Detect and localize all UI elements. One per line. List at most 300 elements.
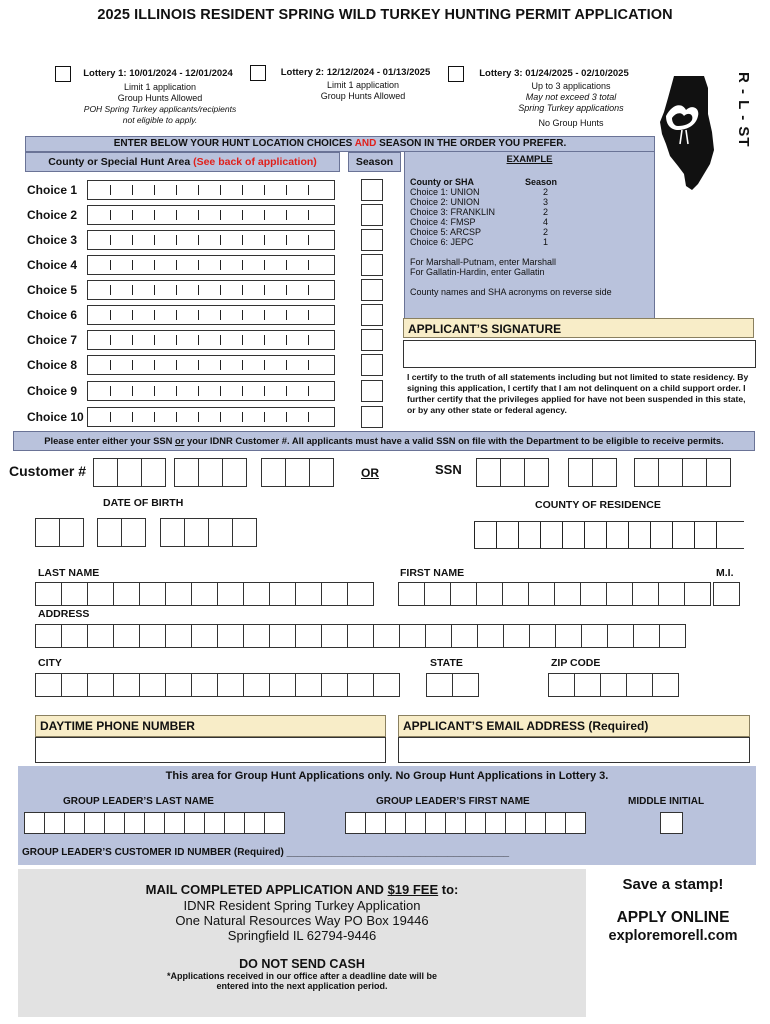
city-cell[interactable]	[87, 673, 114, 697]
choice-season-field[interactable]	[361, 254, 383, 276]
cell-divider	[176, 310, 177, 320]
address-cell[interactable]	[399, 624, 426, 648]
example-row	[410, 237, 650, 247]
cell-divider	[198, 360, 199, 370]
address-cell[interactable]	[581, 624, 608, 648]
cell-divider	[176, 260, 177, 270]
cell-divider	[308, 210, 309, 220]
cell-divider	[242, 310, 243, 320]
cell-divider	[286, 360, 287, 370]
ssn-cell[interactable]	[476, 458, 501, 487]
group-last-name-cell[interactable]	[44, 812, 65, 834]
choice-county-field[interactable]	[87, 205, 335, 225]
last-name-cell[interactable]	[347, 582, 374, 606]
address-cell[interactable]	[165, 624, 192, 648]
mail-section	[18, 869, 586, 1017]
cell-divider	[242, 412, 243, 422]
signature-heading: APPLICANT’S SIGNATURE	[403, 318, 754, 338]
city-cell[interactable]	[295, 673, 322, 697]
address-cell[interactable]	[113, 624, 140, 648]
website-link[interactable]: exploremorell.com	[608, 928, 738, 944]
last-name-cell[interactable]	[35, 582, 62, 606]
cell-divider	[154, 235, 155, 245]
first-name-cell[interactable]	[450, 582, 477, 606]
cell-divider	[308, 310, 309, 320]
city-cell[interactable]	[35, 673, 62, 697]
mail-line3: Springfield IL 62794-9446	[227, 928, 377, 943]
cell-divider	[176, 285, 177, 295]
city-cell[interactable]	[243, 673, 270, 697]
choice-label: Choice 5	[27, 283, 78, 297]
cell-divider	[650, 522, 651, 548]
cell-divider	[132, 386, 133, 396]
cell-divider	[264, 386, 265, 396]
choice-label: Choice 7	[27, 333, 78, 347]
cell-divider	[606, 522, 607, 548]
instructions-part2: SEASON IN THE ORDER YOU PREFER.	[376, 138, 567, 149]
cell-divider	[110, 260, 111, 270]
example-row	[410, 227, 650, 237]
address-cell[interactable]	[425, 624, 452, 648]
group-last-name-cell[interactable]	[224, 812, 245, 834]
choice-season-field[interactable]	[361, 304, 383, 326]
choice-season-field[interactable]	[361, 279, 383, 301]
example-col2: Season	[525, 177, 558, 187]
mail-note1: *Applications received in our office after a deadline date will be	[166, 971, 438, 981]
city-cell[interactable]	[113, 673, 140, 697]
cell-divider	[286, 285, 287, 295]
cell-divider	[198, 210, 199, 220]
form-code: R - L - ST	[735, 72, 752, 148]
choice-label: Choice 10	[27, 410, 84, 424]
first-name-cell[interactable]	[528, 582, 555, 606]
first-name-cell[interactable]	[580, 582, 607, 606]
cell-divider	[132, 360, 133, 370]
choice-label: Choice 1	[27, 183, 78, 197]
group-last-name-cell[interactable]	[24, 812, 45, 834]
first-name-cell[interactable]	[606, 582, 633, 606]
city-cell[interactable]	[139, 673, 166, 697]
signature-field[interactable]	[403, 340, 756, 368]
customer-number-cell[interactable]	[93, 458, 118, 487]
apply-online: APPLY ONLINE	[616, 909, 730, 926]
choice-season-field[interactable]	[361, 354, 383, 376]
cell-divider	[198, 185, 199, 195]
group-first-label: GROUP LEADER’S FIRST NAME	[376, 796, 530, 807]
cell-divider	[242, 360, 243, 370]
group-first-name-cell[interactable]	[385, 812, 406, 834]
illinois-turkey-logo	[656, 74, 718, 192]
cell-divider	[154, 310, 155, 320]
example-county: Choice 1: UNION	[410, 187, 480, 197]
first-name-label: FIRST NAME	[400, 567, 465, 579]
city-cell[interactable]	[321, 673, 348, 697]
mail-head-b: to:	[438, 882, 459, 897]
cell-divider	[220, 360, 221, 370]
example-note1: For Marshall-Putnam, enter Marshall	[410, 257, 557, 267]
group-last-name-cell[interactable]	[244, 812, 265, 834]
county-col-label: County or Special Hunt Area	[48, 156, 194, 168]
address-cell[interactable]	[451, 624, 478, 648]
group-last-name-cell[interactable]	[124, 812, 145, 834]
group-first-name-cell[interactable]	[345, 812, 366, 834]
address-cell[interactable]	[633, 624, 660, 648]
group-last-name-cell[interactable]	[184, 812, 205, 834]
group-note: This area for Group Hunt Applications only. No Group Hunt Applications in Lottery 3.	[165, 770, 609, 782]
cell-divider	[672, 522, 673, 548]
ssn-cell[interactable]	[658, 458, 683, 487]
choice-county-field[interactable]	[87, 180, 335, 200]
dob-cell[interactable]	[121, 518, 146, 547]
cell-divider	[220, 210, 221, 220]
lottery-1-line2: Group Hunts Allowed	[117, 93, 203, 103]
group-first-name-cell[interactable]	[445, 812, 466, 834]
city-cell[interactable]	[217, 673, 244, 697]
group-first-name-cell[interactable]	[465, 812, 486, 834]
address-cell[interactable]	[35, 624, 62, 648]
group-first-name-cell[interactable]	[485, 812, 506, 834]
ssn-cell[interactable]	[524, 458, 549, 487]
first-name-cell[interactable]	[398, 582, 425, 606]
first-name-cell[interactable]	[502, 582, 529, 606]
ssn-note-or: or	[175, 435, 185, 446]
mail-heading	[18, 882, 586, 897]
address-cell[interactable]	[659, 624, 686, 648]
cell-divider	[286, 260, 287, 270]
cell-divider	[176, 335, 177, 345]
cell-divider	[716, 522, 717, 548]
address-cell[interactable]	[87, 624, 114, 648]
lottery-2-info	[268, 67, 443, 78]
cell-divider	[220, 310, 221, 320]
lottery-1-line1: Limit 1 application	[123, 82, 197, 92]
address-cell[interactable]	[607, 624, 634, 648]
group-last-name-cell[interactable]	[204, 812, 225, 834]
address-cell[interactable]	[295, 624, 322, 648]
group-last-name-cell[interactable]	[264, 812, 285, 834]
city-cell[interactable]	[165, 673, 192, 697]
lottery-2-checkbox[interactable]	[250, 65, 266, 81]
cell-divider	[220, 260, 221, 270]
first-name-cell[interactable]	[658, 582, 685, 606]
first-name-cell[interactable]	[684, 582, 711, 606]
last-name-cell[interactable]	[113, 582, 140, 606]
address-cell[interactable]	[373, 624, 400, 648]
county-col-note: (See back of application)	[193, 156, 317, 168]
address-cell[interactable]	[139, 624, 166, 648]
ssn-note-a: Please enter either your SSN	[44, 435, 176, 446]
mail-note2: entered into the next application period.	[216, 981, 388, 991]
last-name-cell[interactable]	[295, 582, 322, 606]
zip-cell[interactable]	[548, 673, 575, 697]
customer-number-cell[interactable]	[174, 458, 199, 487]
cell-divider	[154, 285, 155, 295]
state-cell[interactable]	[452, 673, 479, 697]
cell-divider	[286, 386, 287, 396]
cell-divider	[584, 522, 585, 548]
mi-label: M.I.	[716, 567, 734, 579]
group-first-name-cell[interactable]	[525, 812, 546, 834]
cell-divider	[264, 412, 265, 422]
cell-divider	[286, 210, 287, 220]
cell-divider	[220, 185, 221, 195]
group-last-name-cell[interactable]	[104, 812, 125, 834]
mail-line1: IDNR Resident Spring Turkey Application	[183, 898, 421, 913]
group-first-name-cell[interactable]	[365, 812, 386, 834]
zip-label: ZIP CODE	[551, 657, 601, 669]
cell-divider	[110, 360, 111, 370]
city-cell[interactable]	[61, 673, 88, 697]
customer-number-cell[interactable]	[198, 458, 223, 487]
ssn-note	[13, 431, 755, 451]
lottery-3-notes	[486, 81, 656, 129]
address-cell[interactable]	[217, 624, 244, 648]
city-cell[interactable]	[347, 673, 374, 697]
cell-divider	[264, 285, 265, 295]
ssn-cell[interactable]	[592, 458, 617, 487]
last-name-cell[interactable]	[139, 582, 166, 606]
group-custid-label: GROUP LEADER’S CUSTOMER ID NUMBER (Required) ________________________________________	[22, 847, 510, 858]
cell-divider	[132, 260, 133, 270]
choice-county-field[interactable]	[87, 255, 335, 275]
address-cell[interactable]	[269, 624, 296, 648]
ssn-cell[interactable]	[634, 458, 659, 487]
cell-divider	[176, 412, 177, 422]
customer-number-cell[interactable]	[141, 458, 166, 487]
choice-county-field[interactable]	[87, 305, 335, 325]
last-name-cell[interactable]	[87, 582, 114, 606]
customer-number-cell[interactable]	[285, 458, 310, 487]
last-name-cell[interactable]	[165, 582, 192, 606]
cell-divider	[176, 386, 177, 396]
no-cash: DO NOT SEND CASH	[239, 957, 365, 971]
address-cell[interactable]	[477, 624, 504, 648]
group-first-name-cell[interactable]	[565, 812, 586, 834]
mi-cell[interactable]	[713, 582, 740, 606]
cell-divider	[132, 285, 133, 295]
cell-divider	[154, 185, 155, 195]
last-name-cell[interactable]	[217, 582, 244, 606]
certification-text: I certify to the truth of all statements including but not limited to state residency. By signing this application, I certify that I am not delinquent on a child support order. I further certify that the privileges applied for have not been suspended in this state, or by any other state or federal agency.	[407, 372, 749, 415]
choice-season-field[interactable]	[361, 179, 383, 201]
customer-number-cell[interactable]	[222, 458, 247, 487]
example-box	[404, 151, 655, 319]
last-name-cell[interactable]	[321, 582, 348, 606]
cell-divider	[308, 386, 309, 396]
cell-divider	[132, 310, 133, 320]
email-heading: APPLICANT’S EMAIL ADDRESS (Required)	[398, 715, 750, 737]
customer-number-cell[interactable]	[117, 458, 142, 487]
ssn-cell[interactable]	[706, 458, 731, 487]
example-season: 3	[543, 197, 549, 207]
first-name-cell[interactable]	[554, 582, 581, 606]
cell-divider	[286, 335, 287, 345]
last-name-cell[interactable]	[269, 582, 296, 606]
dob-cell[interactable]	[160, 518, 185, 547]
phone-heading: DAYTIME PHONE NUMBER	[35, 715, 386, 737]
choice-county-field[interactable]	[87, 355, 335, 375]
last-name-cell[interactable]	[61, 582, 88, 606]
address-cell[interactable]	[191, 624, 218, 648]
phone-field[interactable]	[35, 737, 386, 763]
address-cell[interactable]	[503, 624, 530, 648]
address-cell[interactable]	[555, 624, 582, 648]
choice-label: Choice 2	[27, 208, 78, 222]
example-season: 2	[543, 227, 549, 237]
cell-divider	[176, 185, 177, 195]
choice-season-field[interactable]	[361, 329, 383, 351]
cell-divider	[154, 386, 155, 396]
example-col1: County or SHA	[410, 177, 474, 187]
lottery-1-line3: POH Spring Turkey applicants/recipients	[83, 104, 237, 114]
address-cell[interactable]	[243, 624, 270, 648]
group-first-name-cell[interactable]	[505, 812, 526, 834]
cell-divider	[198, 386, 199, 396]
cell-divider	[132, 210, 133, 220]
county-column-header	[25, 152, 340, 172]
choice-season-field[interactable]	[361, 406, 383, 428]
ssn-cell[interactable]	[500, 458, 525, 487]
cell-divider	[110, 412, 111, 422]
example-note2: For Gallatin-Hardin, enter Gallatin	[410, 267, 545, 277]
or-label: OR	[361, 466, 379, 480]
cell-divider	[176, 210, 177, 220]
lottery-3-info	[466, 68, 642, 79]
group-first-name-cell[interactable]	[425, 812, 446, 834]
choice-label: Choice 6	[27, 308, 78, 322]
group-last-name-cell[interactable]	[144, 812, 165, 834]
group-last-name-cell[interactable]	[164, 812, 185, 834]
cell-divider	[110, 386, 111, 396]
lottery-1-info	[72, 68, 244, 79]
choice-county-field[interactable]	[87, 280, 335, 300]
zip-cell[interactable]	[626, 673, 653, 697]
cell-divider	[264, 260, 265, 270]
city-cell[interactable]	[373, 673, 400, 697]
last-name-cell[interactable]	[191, 582, 218, 606]
group-last-name-cell[interactable]	[84, 812, 105, 834]
group-last-name-cell[interactable]	[64, 812, 85, 834]
cell-divider	[242, 235, 243, 245]
cell-divider	[694, 522, 695, 548]
dob-cell[interactable]	[232, 518, 257, 547]
cell-divider	[308, 260, 309, 270]
customer-number-cell[interactable]	[261, 458, 286, 487]
lottery-3-line2: May not exceed 3 total	[525, 92, 617, 102]
address-cell[interactable]	[347, 624, 374, 648]
save-stamp: Save a stamp!	[622, 876, 724, 893]
cell-divider	[198, 260, 199, 270]
first-name-cell[interactable]	[424, 582, 451, 606]
choice-season-field[interactable]	[361, 229, 383, 251]
cell-divider	[154, 260, 155, 270]
customer-number-cell[interactable]	[309, 458, 334, 487]
first-name-cell[interactable]	[632, 582, 659, 606]
choice-season-field[interactable]	[361, 380, 383, 402]
cell-divider	[562, 522, 563, 548]
group-first-name-cell[interactable]	[545, 812, 566, 834]
state-cell[interactable]	[426, 673, 453, 697]
dob-cell[interactable]	[184, 518, 209, 547]
example-row	[410, 207, 650, 217]
group-first-name-cell[interactable]	[405, 812, 426, 834]
lottery-3-line3: Spring Turkey applications	[518, 103, 624, 113]
season-column-header: Season	[348, 152, 401, 172]
cell-divider	[474, 522, 475, 548]
cell-divider	[110, 285, 111, 295]
instructions-and: AND	[354, 138, 377, 149]
cell-divider	[198, 285, 199, 295]
group-last-label: GROUP LEADER’S LAST NAME	[63, 796, 214, 807]
cell-divider	[286, 310, 287, 320]
cell-divider	[286, 412, 287, 422]
address-label: ADDRESS	[38, 608, 90, 620]
cell-divider	[308, 235, 309, 245]
cell-divider	[132, 335, 133, 345]
lottery-3-label: Lottery 3:	[479, 68, 523, 79]
lottery-2-dates: 12/12/2024 - 01/13/2025	[326, 67, 431, 78]
example-row	[410, 187, 650, 197]
zip-cell[interactable]	[574, 673, 601, 697]
first-name-cell[interactable]	[476, 582, 503, 606]
dob-cell[interactable]	[208, 518, 233, 547]
ssn-note-b: your IDNR Customer #. All applicants must have a valid SSN on file with the Department to be eligible to receive permits.	[184, 435, 724, 446]
dob-cell[interactable]	[35, 518, 60, 547]
lottery-3-checkbox[interactable]	[448, 66, 464, 82]
example-county: Choice 3: FRANKLIN	[410, 207, 496, 217]
email-field[interactable]	[398, 737, 750, 763]
zip-cell[interactable]	[652, 673, 679, 697]
choice-label: Choice 8	[27, 358, 78, 372]
cell-divider	[264, 235, 265, 245]
lottery-1-checkbox[interactable]	[55, 66, 71, 82]
dob-cell[interactable]	[59, 518, 84, 547]
cell-divider	[132, 185, 133, 195]
choice-county-field[interactable]	[87, 230, 335, 250]
ssn-cell[interactable]	[568, 458, 593, 487]
ssn-cell[interactable]	[682, 458, 707, 487]
cell-divider	[242, 210, 243, 220]
city-cell[interactable]	[269, 673, 296, 697]
example-note3: County names and SHA acronyms on reverse side	[410, 287, 612, 297]
address-cell[interactable]	[321, 624, 348, 648]
dob-cell[interactable]	[97, 518, 122, 547]
city-cell[interactable]	[191, 673, 218, 697]
choice-label: Choice 9	[27, 384, 78, 398]
choice-season-field[interactable]	[361, 204, 383, 226]
cell-divider	[220, 412, 221, 422]
lottery-1-dates: 10/01/2024 - 12/01/2024	[129, 68, 233, 79]
address-cell[interactable]	[529, 624, 556, 648]
last-name-cell[interactable]	[243, 582, 270, 606]
lottery-3-line4: No Group Hunts	[538, 118, 604, 128]
cell-divider	[242, 260, 243, 270]
choice-county-field[interactable]	[87, 381, 335, 401]
zip-cell[interactable]	[600, 673, 627, 697]
lottery-3-dates: 01/24/2025 - 02/10/2025	[525, 68, 629, 79]
cell-divider	[198, 235, 199, 245]
cell-divider	[264, 210, 265, 220]
lottery-3-line1: Up to 3 applications	[531, 81, 611, 91]
cell-divider	[176, 360, 177, 370]
group-middle-initial-cell[interactable]	[660, 812, 683, 834]
cell-divider	[264, 310, 265, 320]
choice-county-field[interactable]	[87, 330, 335, 350]
county-residence-field[interactable]	[474, 521, 744, 549]
choice-county-field[interactable]	[87, 407, 335, 427]
mail-fee: $19 FEE	[387, 882, 439, 897]
address-cell[interactable]	[61, 624, 88, 648]
